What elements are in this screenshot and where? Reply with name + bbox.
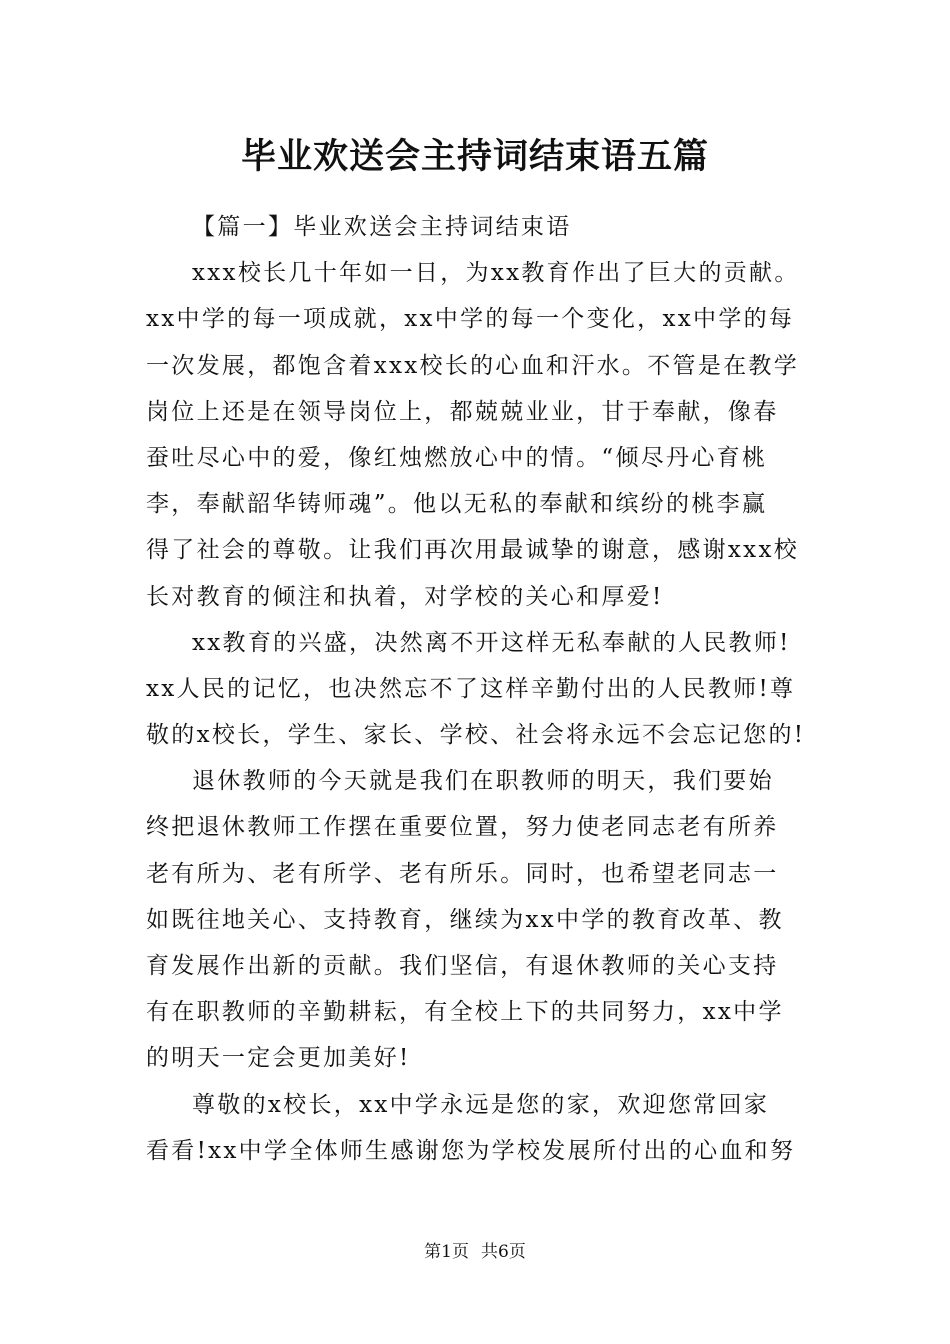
paragraph-line: 有在职教师的辛勤耕耘，有全校上下的共同努力，xx中学 bbox=[146, 999, 784, 1026]
paragraph-line: 岗位上还是在领导岗位上，都兢兢业业，甘于奉献，像春 bbox=[146, 398, 779, 425]
document-title: 毕业欢送会主持词结束语五篇 bbox=[240, 136, 709, 177]
document-body bbox=[146, 204, 818, 1174]
paragraph-line: 长对教育的倾注和执着，对学校的关心和厚爱! bbox=[146, 583, 664, 610]
page-number-current: 第1页 bbox=[424, 1242, 469, 1262]
paragraph-line: 育发展作出新的贡献。我们坚信，有退休教师的关心支持 bbox=[146, 953, 779, 979]
paragraph-line: 终把退休教师工作摆在重要位置，努力使老同志老有所养 bbox=[146, 814, 779, 841]
paragraph-line: 一次发展，都饱含着xxx校长的心血和汗水。不管是在教学 bbox=[146, 352, 800, 379]
paragraph-line: 的明天一定会更加美好! bbox=[146, 1045, 411, 1072]
page-number-total: 共6页 bbox=[481, 1242, 526, 1262]
paragraph-line: 尊敬的x校长，xx中学永远是您的家，欢迎您常回家 bbox=[192, 1091, 770, 1118]
paragraph-line: 李，奉献韶华铸师魂”。他以无私的奉献和缤纷的桃李赢 bbox=[146, 491, 768, 518]
paragraph-line: 敬的x校长，学生、家长、学校、社会将永远不会忘记您的! bbox=[146, 722, 806, 749]
page-footer bbox=[0, 1240, 950, 1264]
paragraph-line: xxx校长几十年如一日，为xx教育作出了巨大的贡献。 bbox=[192, 260, 800, 287]
section-heading: 【篇一】毕业欢送会主持词结束语 bbox=[192, 214, 572, 240]
paragraph-line: xx中学的每一项成就，xx中学的每一个变化，xx中学的每 bbox=[146, 306, 795, 333]
paragraph-line: xx教育的兴盛，决然离不开这样无私奉献的人民教师! bbox=[192, 629, 791, 656]
paragraph-line: 得了社会的尊敬。让我们再次用最诚挚的谢意，感谢xxx校 bbox=[146, 537, 800, 564]
paragraph-line: 如既往地关心、支持教育，继续为xx中学的教育改革、教 bbox=[146, 906, 784, 933]
paragraph-line: 看看!xx中学全体师生感谢您为学校发展所付出的心血和努 bbox=[146, 1137, 796, 1164]
paragraph-line: 老有所为、老有所学、老有所乐。同时，也希望老同志一 bbox=[146, 860, 779, 887]
paragraph-line: 退休教师的今天就是我们在职教师的明天，我们要始 bbox=[192, 768, 774, 795]
paragraph-line: 蚕吐尽心中的爱，像红烛燃放心中的情。“倾尽丹心育桃 bbox=[146, 444, 768, 471]
paragraph-line: xx人民的记忆，也决然忘不了这样辛勤付出的人民教师!尊 bbox=[146, 675, 796, 702]
